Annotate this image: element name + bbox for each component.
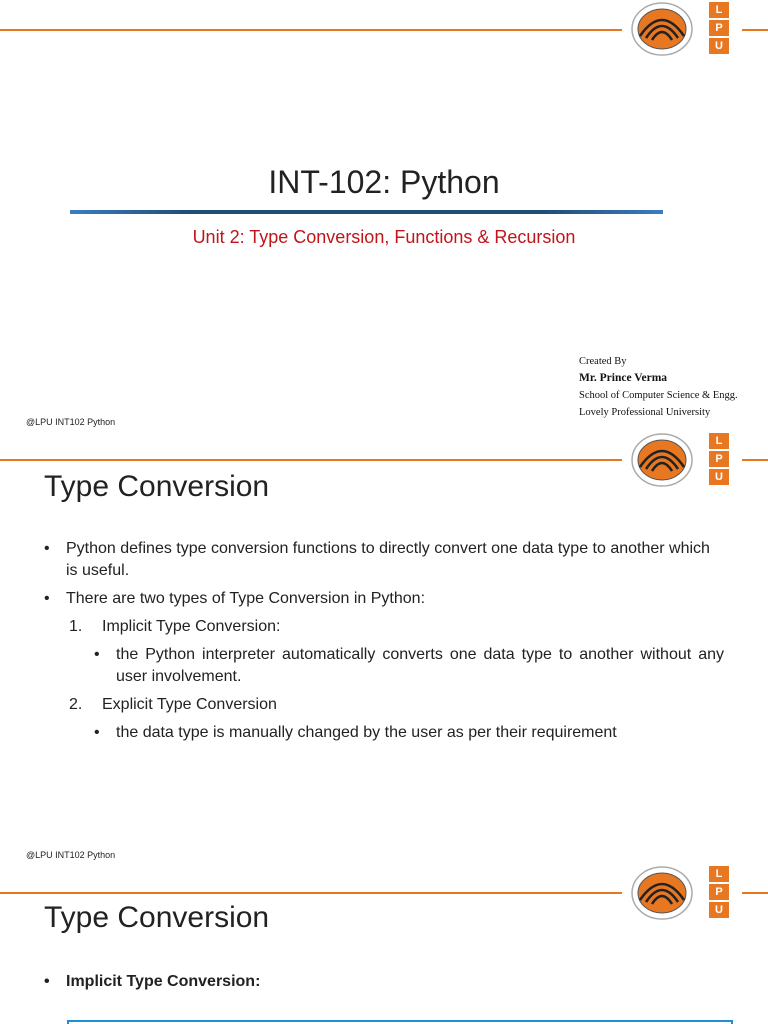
slide-footer: @LPU INT102 Python	[26, 417, 116, 427]
university-seal-icon	[630, 0, 694, 58]
lpu-letters	[709, 2, 729, 56]
logo-letter-l: L	[709, 2, 729, 18]
author-name: Mr. Prince Verma	[579, 372, 668, 384]
item-text: Explicit Type Conversion	[102, 696, 277, 713]
sub-bullet-item: • the data type is manually changed by the user as per their requirement	[44, 722, 724, 744]
bullet-item: • Python defines type conversion functions to directly convert one data type to another which is useful.	[44, 538, 724, 582]
logo-letter-u: U	[709, 902, 729, 918]
slide-title: Type Conversion	[44, 470, 270, 503]
author-university: Lovely Professional University	[579, 407, 711, 418]
bullet-item: • Implicit Type Conversion:	[44, 971, 724, 993]
lpu-letters	[709, 866, 729, 920]
credits-label: Created By	[579, 356, 627, 367]
lpu-letters	[709, 433, 729, 487]
logo-letter-p: P	[709, 884, 729, 900]
logo-letter-l: L	[709, 433, 729, 449]
course-title: INT-102: Python	[268, 164, 500, 200]
numbered-item	[44, 616, 724, 638]
header-rule	[0, 29, 622, 31]
slide-body	[44, 538, 724, 750]
logo-letter-u: U	[709, 38, 729, 54]
header-rule-tail	[742, 892, 768, 894]
author-credits	[579, 353, 738, 421]
logo-letter-u: U	[709, 469, 729, 485]
item-text: Implicit Type Conversion:	[102, 618, 281, 635]
bullet-item: • There are two types of Type Conversion in Python:	[44, 588, 724, 610]
title-slide	[0, 0, 768, 432]
numbered-item	[44, 694, 724, 716]
slide-footer: @LPU INT102 Python	[26, 850, 116, 860]
university-seal-icon	[630, 865, 694, 922]
header-rule	[0, 892, 622, 894]
university-seal-icon	[630, 432, 694, 489]
logo-letter-p: P	[709, 451, 729, 467]
slide-title: Type Conversion	[44, 901, 270, 934]
item-number: 2.	[69, 696, 83, 713]
author-school: School of Computer Science & Engg.	[579, 390, 738, 401]
header-rule-tail	[742, 29, 768, 31]
header-rule-tail	[742, 459, 768, 461]
slide-body	[44, 971, 724, 999]
logo-letter-l: L	[709, 866, 729, 882]
title-underline	[70, 210, 663, 214]
sub-bullet-item: • the Python interpreter automatically converts one data type to another without any user involvement.	[44, 644, 724, 688]
type-conversion-slide	[0, 432, 768, 865]
header-rule	[0, 459, 622, 461]
implicit-conversion-slide	[0, 865, 768, 1024]
item-number: 1.	[69, 618, 83, 635]
logo-letter-p: P	[709, 20, 729, 36]
code-box	[67, 1020, 733, 1024]
unit-subtitle: Unit 2: Type Conversion, Functions & Recursion	[192, 227, 576, 247]
